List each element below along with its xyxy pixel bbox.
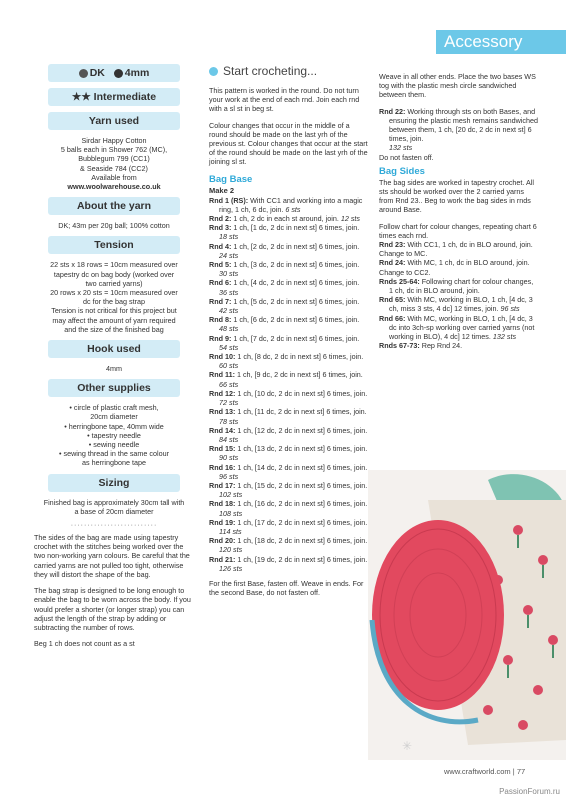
bag-base-heading: Bag Base <box>209 173 253 185</box>
round-row: Rnd 23: With CC1, 1 ch, dc in BLO around, join. <box>379 240 533 250</box>
bag-sides-heading: Bag Sides <box>379 165 425 177</box>
svg-text:✳: ✳ <box>402 739 413 753</box>
round-row: Rnd 8: 1 ch, [6 dc, 2 dc in next st] 6 times, join. 48 sts <box>209 315 360 334</box>
round-row: Rnd 12: 1 ch, [10 dc, 2 dc in next st] 6 times, join. 72 sts <box>209 388 368 408</box>
round-list <box>209 196 369 573</box>
left-column <box>34 64 194 655</box>
right-intro: Weave in all other ends. Place the two bases WS tog with the plastic mesh circle sandwiched between them. <box>379 72 536 100</box>
crochet-bag-image <box>368 470 566 760</box>
yarn-used-heading: Yarn used <box>48 112 180 130</box>
sides-round-list <box>379 240 539 350</box>
website[interactable]: www.craftworld.com <box>444 767 511 776</box>
no-fasten-text: Do not fasten off. <box>379 152 434 162</box>
round-row: Change to CC2. <box>379 267 431 277</box>
weight-hook-badge: DK 4mm <box>48 64 180 82</box>
round-row: Rnd 2: 1 ch, 2 dc in each st around, join. 12 sts <box>209 214 361 224</box>
tension-heading: Tension <box>48 236 180 254</box>
round-row: Rnds 67-73: Rep Rnd 24. <box>379 341 463 351</box>
section-banner: Accessory <box>436 30 566 54</box>
bag-photo <box>368 470 566 760</box>
page-number: 77 <box>516 767 526 776</box>
make-count: Make 2 <box>209 185 235 195</box>
round-row: Rnd 66: With MC, working in BLO, 1 ch, [4 dc, 3 dc into 3ch-sp working over carried yarns (not working in BLO), 4 dc] 12 times. 132 sts <box>379 313 535 342</box>
start-heading: Start crocheting... <box>209 64 369 78</box>
supplies-list: • circle of plastic craft mesh, 20cm diameter • herringbone tape, 40mm wide • tapestry needle • sewing needle • sewing thread in the same colour as herringbone tape <box>59 403 169 468</box>
page-footer: www.craftworld.com | 77 <box>444 767 526 776</box>
outro-paragraph: For the first Base, fasten off. Weave in ends. For the second Base, do not fasten off. <box>209 578 364 598</box>
hook-icon <box>114 69 123 78</box>
right-column <box>379 72 539 350</box>
sizing-heading: Sizing <box>48 474 180 492</box>
round-row: Rnd 20: 1 ch, [18 dc, 2 dc in next st] 6 times, join. 120 sts <box>209 536 368 555</box>
round-row: Rnd 3: 1 ch, [1 dc, 2 dc in next st] 6 times, join. 18 sts <box>209 223 360 242</box>
bullet-dot-icon <box>209 67 218 76</box>
watermark: PassionForum.ru <box>499 787 560 796</box>
notes-paragraph: Beg 1 ch does not count as a st <box>34 639 135 649</box>
round-row: Rnd 13: 1 ch, [11 dc, 2 dc in next st] 6 times, join. 78 sts <box>209 407 367 426</box>
sizing-text: Finished bag is approximately 30cm tall with a base of 20cm diameter <box>43 497 185 516</box>
supplies-heading: Other supplies <box>48 379 180 397</box>
round-row: Rnd 21: 1 ch, [19 dc, 2 dc in next st] 6 times, join. 126 sts <box>209 554 368 573</box>
round-row: Rnd 14: 1 ch, [12 dc, 2 dc in next st] 6 times, join. 84 sts <box>209 425 368 444</box>
middle-column <box>209 64 369 604</box>
round-22: Rnd 22: Working through sts on both Bases, and ensuring the plastic mesh remains sandwiched between them, 1 ch, [20 dc, 2 dc in next st] 6 times, join. 132 sts <box>379 106 539 153</box>
round-row: Rnds 25-64: Following chart for colour changes, 1 ch, dc in BLO around, join. <box>379 276 534 296</box>
notes-paragraph: The bag strap is designed to be long enough to enable the bag to be worn across the body. If you would prefer a shorter (or longer strap) you can adjust the length of the strap by adding or subtracting the number of rows. <box>34 586 191 632</box>
yarn-url[interactable]: www.woolwarehouse.co.uk <box>67 182 161 192</box>
about-yarn-heading: About the yarn <box>48 197 180 215</box>
round-row: Rnd 11: 1 ch, [9 dc, 2 dc in next st] 6 times, join. 66 sts <box>209 370 363 389</box>
intro-paragraph: This pattern is worked in the round. Do not turn your work at the end of each rnd. Join each rnd with a sl st in beg st. <box>209 86 360 114</box>
yarn-ball-icon <box>79 69 88 78</box>
round-row: Change to MC. <box>379 249 428 259</box>
level-badge: ★★ Intermediate <box>48 88 180 106</box>
chart-note: Follow chart for colour changes, repeating chart 6 times each rnd. <box>379 221 537 240</box>
round-row: Rnd 10: 1 ch, [8 dc, 2 dc in next st] 6 times, join. 60 sts <box>209 352 364 371</box>
yarn-used-text: Sirdar Happy Cotton 5 balls each in Shower 762 (MC), Bubblegum 799 (CC1) & Seaside 784 (CC2) Available from www.woolwarehouse.co.uk <box>34 136 194 191</box>
round-row: Rnd 24: With MC, 1 ch, dc in BLO around, join. <box>379 258 530 268</box>
tension-text: 22 sts x 18 rows = 10cm measured over tapestry dc on bag body (worked over two carried yarns) 20 rows x 20 sts = 10cm measured over dc for the bag strap Tension is not critical for this project but may affect the amount of yarn required and the size of the finished bag <box>50 260 178 334</box>
intro-paragraph: Colour changes that occur in the middle of a round should be made on the last yrh of the previous st. Colour changes that occur at the start of the round should be made on the last yrh of the joining sl st. <box>209 120 368 167</box>
round-row: Rnd 17: 1 ch, [15 dc, 2 dc in next st] 6 times, join. 102 sts <box>209 480 368 500</box>
hook-heading: Hook used <box>48 340 180 358</box>
round-row: Rnd 9: 1 ch, [7 dc, 2 dc in next st] 6 times, join. 54 sts <box>209 333 360 352</box>
divider: ·························· <box>70 522 158 530</box>
round-row: Rnd 1 (RS): With CC1 and working into a magic ring, 1 ch, 6 dc, join. 6 sts <box>209 195 363 214</box>
round-row: Rnd 6: 1 ch, [4 dc, 2 dc in next st] 6 times, join. 36 sts <box>209 278 360 297</box>
round-row: Rnd 18: 1 ch, [16 dc, 2 dc in next st] 6 times, join. 108 sts <box>209 499 368 518</box>
round-row: Rnd 65: With MC, working in BLO, 1 ch, [4 dc, 3 ch, miss 3 sts, 4 dc] 12 times, join. 96 sts <box>379 295 533 314</box>
bag-sides-text: The bag sides are worked in tapestry crochet. All sts should be worked over the 2 carried yarns from Rnd 23.. Beg to work the bag sides in rnds around Base. <box>379 177 535 215</box>
round-row: Rnd 7: 1 ch, [5 dc, 2 dc in next st] 6 times, join. 42 sts <box>209 296 360 316</box>
round-row: Rnd 5: 1 ch, [3 dc, 2 dc in next st] 6 times, join. 30 sts <box>209 260 360 279</box>
round-row: Rnd 19: 1 ch, [17 dc, 2 dc in next st] 6 times, join. 114 sts <box>209 517 368 536</box>
round-row: Rnd 4: 1 ch, [2 dc, 2 dc in next st] 6 times, join. 24 sts <box>209 241 360 260</box>
round-row: Rnd 16: 1 ch, [14 dc, 2 dc in next st] 6 times, join. 96 sts <box>209 462 368 481</box>
notes-paragraph: The sides of the bag are made using tapestry crochet with the stitches being worked over the two non-working yarn colours. Be careful that the carried yarns are not pulled too tight, otherwise they will distort the shape of the bag. <box>34 533 190 579</box>
about-yarn-text: DK; 43m per 20g ball; 100% cotton <box>58 221 170 231</box>
round-row: Rnd 15: 1 ch, [13 dc, 2 dc in next st] 6 times, join. 90 sts <box>209 444 368 463</box>
hook-text: 4mm <box>106 364 122 374</box>
